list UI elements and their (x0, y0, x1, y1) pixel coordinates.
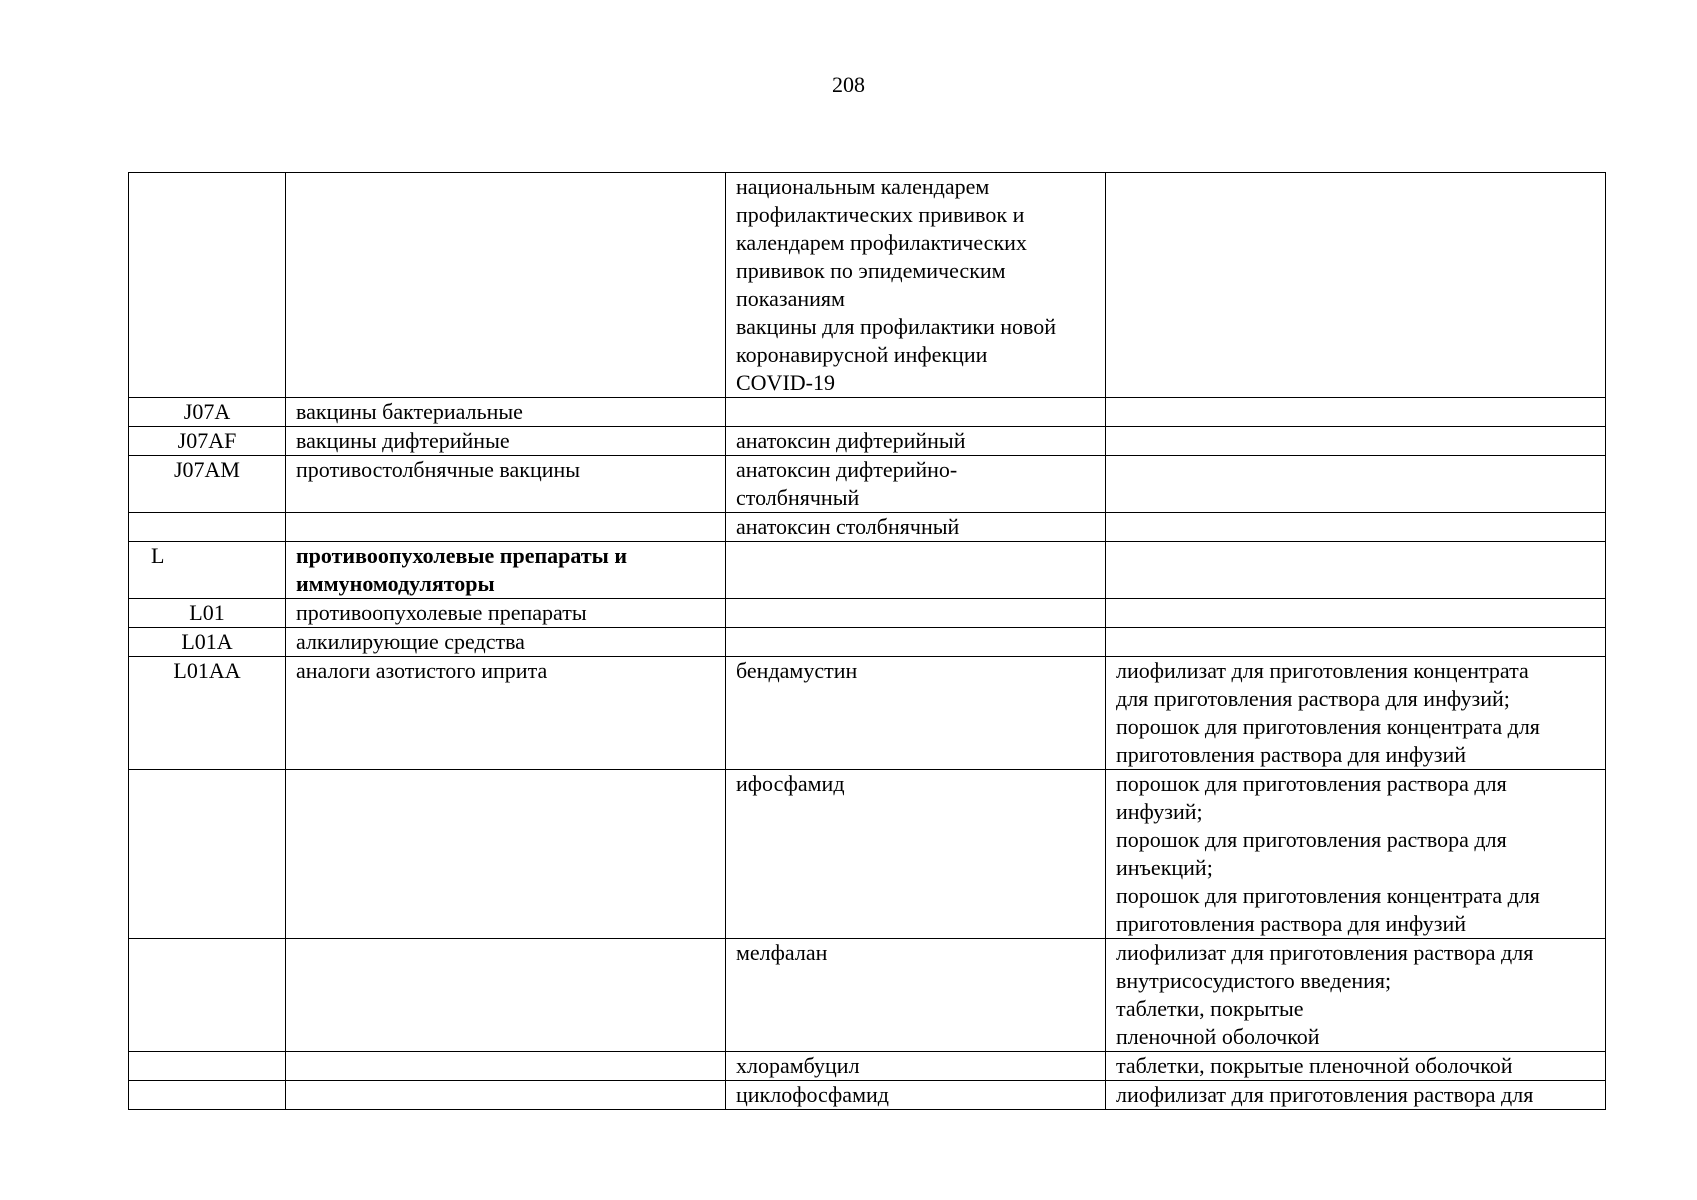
drug-cell (726, 939, 1106, 1052)
table-row (129, 1081, 1606, 1110)
drug-line: прививок по эпидемическим (736, 258, 1006, 283)
atc-code-cell: L01AA (129, 657, 286, 770)
table-row (129, 542, 1606, 599)
drug-line: национальным календарем (736, 174, 990, 199)
form-cell (1106, 542, 1606, 599)
form-line: приготовления раствора для инфузий (1116, 742, 1466, 767)
form-line: порошок для приготовления раствора для (1116, 771, 1507, 796)
drug-line: хлорамбуцил (736, 1053, 860, 1078)
drug-line: календарем профилактических (736, 230, 1027, 255)
atc-code-cell (129, 1052, 286, 1081)
atc-code-cell: L (129, 542, 286, 599)
drug-cell (726, 513, 1106, 542)
drug-cell (726, 657, 1106, 770)
form-cell (1106, 770, 1606, 939)
form-line: приготовления раствора для инфузий (1116, 911, 1466, 936)
group-line: иммуномодуляторы (296, 571, 495, 596)
atc-code-cell (129, 1081, 286, 1110)
form-line: лиофилизат для приготовления раствора для (1116, 1082, 1534, 1107)
drug-line: циклофосфамид (736, 1082, 889, 1107)
form-line: таблетки, покрытые пленочной оболочкой (1116, 1053, 1513, 1078)
atc-code-cell: L01 (129, 599, 286, 628)
drug-table (128, 172, 1606, 1110)
group-cell (286, 542, 726, 599)
group-cell: противостолбнячные вакцины (286, 456, 726, 513)
form-cell (1106, 628, 1606, 657)
drug-cell (726, 456, 1106, 513)
atc-code-cell (129, 770, 286, 939)
form-line: инъекций; (1116, 855, 1213, 880)
group-cell (286, 1052, 726, 1081)
atc-code-cell: L01A (129, 628, 286, 657)
form-cell (1106, 939, 1606, 1052)
drug-cell (726, 1081, 1106, 1110)
form-cell (1106, 456, 1606, 513)
drug-cell (726, 427, 1106, 456)
table-row (129, 770, 1606, 939)
page-number: 208 (832, 72, 865, 97)
group-cell (286, 513, 726, 542)
table-row (129, 427, 1606, 456)
form-line: лиофилизат для приготовления концентрата (1116, 658, 1529, 683)
table-row (129, 657, 1606, 770)
drug-cell (726, 173, 1106, 398)
drug-cell (726, 542, 1106, 599)
group-cell (286, 939, 726, 1052)
group-cell (286, 770, 726, 939)
drug-line: COVID-19 (736, 370, 835, 395)
atc-code-cell: J07A (129, 398, 286, 427)
group-cell: вакцины бактериальные (286, 398, 726, 427)
drug-cell (726, 398, 1106, 427)
atc-code-cell: J07AM (129, 456, 286, 513)
drug-line: столбнячный (736, 485, 860, 510)
form-cell (1106, 173, 1606, 398)
form-cell (1106, 513, 1606, 542)
form-cell (1106, 427, 1606, 456)
group-cell: аналоги азотистого иприта (286, 657, 726, 770)
form-line: пленочной оболочкой (1116, 1024, 1320, 1049)
group-cell: вакцины дифтерийные (286, 427, 726, 456)
form-cell (1106, 1052, 1606, 1081)
group-cell (286, 173, 726, 398)
atc-code-cell (129, 173, 286, 398)
group-cell: алкилирующие средства (286, 628, 726, 657)
form-cell (1106, 398, 1606, 427)
atc-code-cell: J07AF (129, 427, 286, 456)
form-line: порошок для приготовления концентрата для (1116, 714, 1540, 739)
form-line: порошок для приготовления концентрата для (1116, 883, 1540, 908)
form-line: таблетки, покрытые (1116, 996, 1304, 1021)
table-row (129, 513, 1606, 542)
table-row (129, 599, 1606, 628)
form-cell (1106, 599, 1606, 628)
drug-cell (726, 628, 1106, 657)
drug-line: показаниям (736, 286, 845, 311)
drug-cell (726, 599, 1106, 628)
form-line: внутрисосудистого введения; (1116, 968, 1392, 993)
group-cell: противоопухолевые препараты (286, 599, 726, 628)
group-cell (286, 1081, 726, 1110)
form-line: для приготовления раствора для инфузий; (1116, 686, 1510, 711)
drug-line: вакцины для профилактики новой (736, 314, 1057, 339)
table-row (129, 173, 1606, 398)
drug-line: ифосфамид (736, 771, 845, 796)
table-row (129, 628, 1606, 657)
table-row (129, 456, 1606, 513)
form-line: порошок для приготовления раствора для (1116, 827, 1507, 852)
drug-line: коронавирусной инфекции (736, 342, 988, 367)
drug-line: бендамустин (736, 658, 858, 683)
table-row (129, 939, 1606, 1052)
group-line: противоопухолевые препараты и (296, 543, 627, 568)
form-cell (1106, 1081, 1606, 1110)
drug-cell (726, 770, 1106, 939)
drug-cell (726, 1052, 1106, 1081)
drug-line: мелфалан (736, 940, 828, 965)
drug-line: анатоксин дифтерийно- (736, 457, 958, 482)
atc-code-cell (129, 513, 286, 542)
drug-line: анатоксин дифтерийный (736, 428, 966, 453)
form-line: инфузий; (1116, 799, 1203, 824)
table-row (129, 398, 1606, 427)
form-cell (1106, 657, 1606, 770)
form-line: лиофилизат для приготовления раствора для (1116, 940, 1534, 965)
drug-line: анатоксин столбнячный (736, 514, 960, 539)
table-row (129, 1052, 1606, 1081)
drug-line: профилактических прививок и (736, 202, 1025, 227)
atc-code-cell (129, 939, 286, 1052)
